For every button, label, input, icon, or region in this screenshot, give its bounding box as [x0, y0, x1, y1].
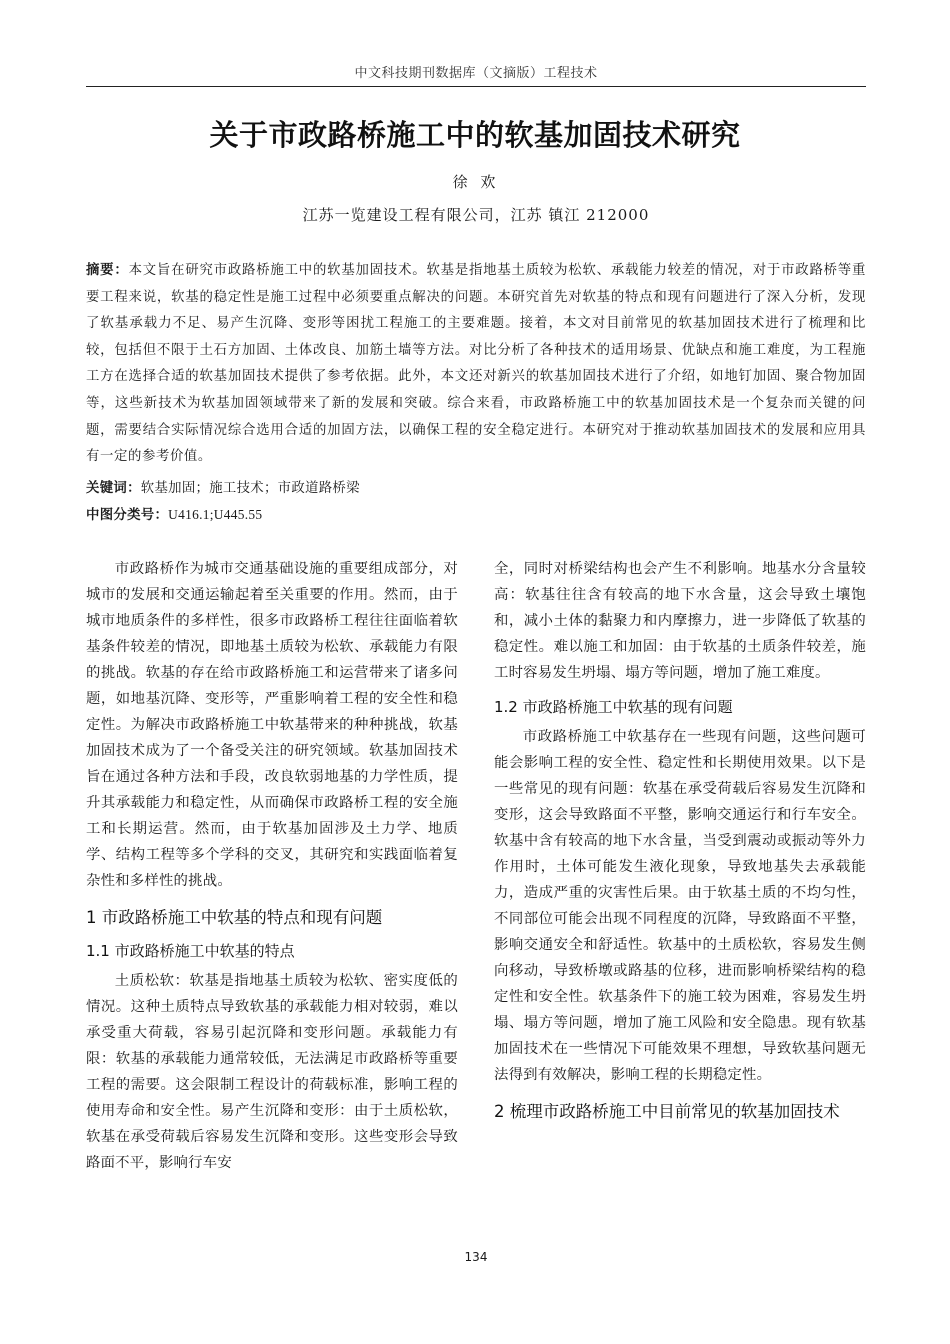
author-name: 徐 欢: [452, 173, 500, 191]
section-1-heading: 1 市政路桥施工中软基的特点和现有问题: [86, 908, 383, 927]
section-2-heading: 2 梳理市政路桥施工中目前常见的软基加固技术: [494, 1102, 840, 1121]
classification-label: 中图分类号：: [86, 508, 169, 523]
intro-paragraph: 市政路桥作为城市交通基础设施的重要组成部分，对城市的发展和交通运输起着至关重要的作用。然而，由于城市地质条件的多样性，很多市政路桥工程往往面临着软基条件较差的情况，即地基土质较为松软、承载能力有限的挑战。软基的存在给市政路桥施工和运营带来了诸多问题，如地基沉降、变形等，严重影响着工程的安全性和稳定性。为解决市政路桥施工中软基带来的种种挑战，软基加固技术成为了一个备受关注的研究领域。软基加固技术旨在通过各种方法和手段，改良软弱地基的力学性质，提升其承载能力和稳定性，从而确保市政路桥工程的安全施工和长期运营。然而，由于软基加固涉及土力学、地质学、结构工程等多个学科的交叉，其研究和实践面临着复杂性和多样性的挑战。: [86, 561, 458, 889]
abstract-text: 本文旨在研究市政路桥施工中的软基加固技术。软基是指地基土质较为松软、承载能力较差的情况，对于市政路桥等重要工程来说，软基的稳定性是施工过程中必须要重点解决的问题。本研究首先对软基的特点和现有问题进行了深入分析，发现了软基承载力不足、易产生沉降、变形等困扰工程施工的主要难题。接着，本文对目前常见的软基加固技术进行了梳理和比较，包括但不限于土石方加固、土体改良、加筋土墙等方法。对比分析了各种技术的适用场景、优缺点和施工难度，为工程施工方在选择合适的软基加固技术提供了参考依据。此外，本文还对新兴的软基加固技术进行了介绍，如地钉加固、聚合物加固等，这些新技术为软基加固领域带来了新的发展和突破。综合来看，市政路桥施工中的软基加固技术是一个复杂而关键的问题，需要结合实际情况综合选用合适的加固方法，以确保工程的安全稳定进行。本研究对于推动软基加固技术的发展和应用具有一定的参考价值。: [86, 263, 866, 465]
classification-text: U416.1;U445.55: [168, 507, 263, 522]
right-column: [494, 556, 866, 1126]
article-title: 关于市政路桥施工中的软基加固技术研究: [209, 118, 741, 152]
classification-number: [86, 502, 866, 529]
section-1-1-heading: 1.1 市政路桥施工中软基的特点: [86, 942, 295, 960]
abstract-label: 摘要：: [86, 263, 129, 278]
abstract: [86, 258, 866, 471]
keywords: [86, 476, 866, 502]
section-1-2-paragraph: 市政路桥施工中软基存在一些现有问题，这些问题可能会影响工程的安全性、稳定性和长期使用效果。以下是一些常见的现有问题：软基在承受荷载后容易发生沉降和变形，这会导致路面不平整，影响交通运行和行车安全。软基中含有较高的地下水含量，当受到震动或振动等外力作用时，土体可能发生液化现象，导致地基失去承载能力，造成严重的灾害性后果。由于软基土质的不均匀性，不同部位可能会出现不同程度的沉降，导致路面不平整，影响交通安全和舒适性。软基中的土质松软，容易发生侧向移动，导致桥墩或路基的位移，进而影响桥梁结构的稳定性和安全性。软基条件下的施工较为困难，容易发生坍塌、塌方等问题，增加了施工风险和安全隐患。现有软基加固技术在一些情况下可能效果不理想，导致软基问题无法得到有效解决，影响工程的长期稳定性。: [494, 729, 866, 1083]
keywords-text: 软基加固；施工技术；市政道路桥梁: [140, 481, 360, 496]
left-column: [86, 556, 458, 1176]
page-number: 134: [464, 1250, 488, 1264]
keywords-label: 关键词：: [86, 481, 141, 496]
author-affiliation: 江苏一览建设工程有限公司，江苏 镇江 212000: [302, 206, 650, 224]
header-rule: [86, 86, 866, 87]
section-1-2-heading: 1.2 市政路桥施工中软基的现有问题: [494, 698, 733, 716]
journal-header: 中文科技期刊数据库（文摘版）工程技术: [354, 66, 598, 81]
section-1-1-paragraph: 土质松软：软基是指地基土质较为松软、密实度低的情况。这种土质特点导致软基的承载能力相对较弱，难以承受重大荷载，容易引起沉降和变形问题。承载能力有限：软基的承载能力通常较低，无法满足市政路桥等重要工程的需要。这会限制工程设计的荷载标准，影响工程的使用寿命和安全性。易产生沉降和变形：由于土质松软，软基在承受荷载后容易发生沉降和变形。这些变形会导致路面不平，影响行车安: [86, 973, 458, 1171]
section-1-1-paragraph-continued: 全，同时对桥梁结构也会产生不利影响。地基水分含量较高：软基往往含有较高的地下水含量，这会导致土壤饱和，减小土体的黏聚力和内摩擦力，进一步降低了软基的稳定性。难以施工和加固：由于软基的土质条件较差，施工时容易发生坍塌、塌方等问题，增加了施工难度。: [494, 561, 866, 681]
